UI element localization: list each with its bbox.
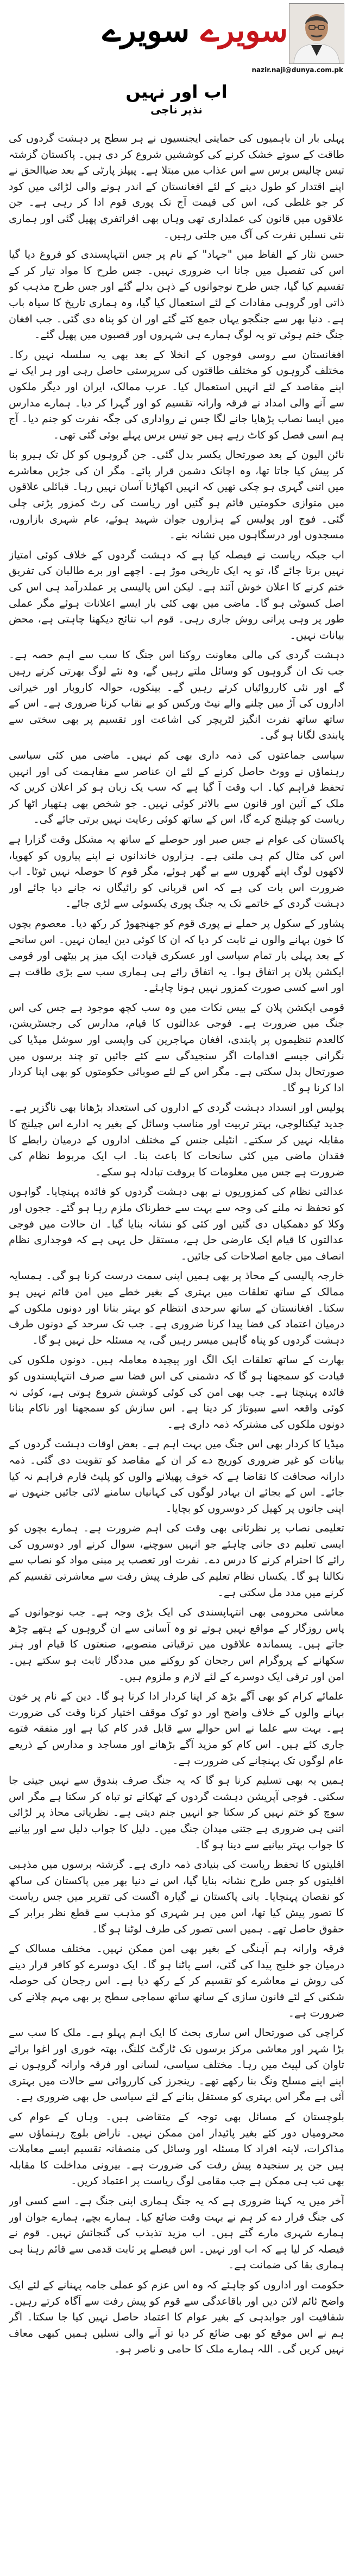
body-paragraph: آخر میں یہ کہنا ضروری ہے کہ یہ جنگ ہماری اپنی جنگ ہے۔ اسے کسی اور کی جنگ قرار دے کر ہم نے بہت وقت ضائع کیا۔ ہمارے بچے، ہمارے جوان اور ہمارے شہری مارے گئے ہیں۔ اب مزید تذبذب کی گنجائش نہیں۔ قوم نے فیصلہ کر لیا ہے کہ اب اور نہیں۔ اس فیصلے پر ثابت قدمی سے قائم رہنا ہی ہماری بقا کی ضمانت ہے۔ <box>9 2195 344 2272</box>
body-paragraph: اقلیتوں کا تحفظ ریاست کی بنیادی ذمہ داری ہے۔ گزشتہ برسوں میں مذہبی اقلیتوں کو جس طرح نشانہ بنایا گیا، اس نے دنیا بھر میں پاکستان کی ساکھ کو نقصان پہنچایا۔ بانی پاکستان نے گیارہ اگست کی تقریر میں جس ریاست کا تصور پیش کیا تھا، اس میں ہر شہری کو مذہب سے قطع نظر برابر کے حقوق حاصل تھے۔ ہمیں اسی تصور کی طرف لوٹنا ہو گا۔ <box>9 1858 344 1935</box>
author-photo <box>289 3 344 64</box>
body-paragraph: عدالتی نظام کی کمزوریوں نے بھی دہشت گردوں کو فائدہ پہنچایا۔ گواہوں کو تحفظ نہ ملنے کی وجہ سے بہت سے خطرناک ملزم رہا ہو گئے۔ ججوں اور وکلا کو دھمکیاں دی گئیں اور کئی کو نشانہ بنایا گیا۔ ان حالات میں فوجی عدالتوں کا قیام ایک عارضی حل ہے، مستقل حل یہی ہے کہ فوجداری نظام انصاف میں جامع اصلاحات کی جائیں۔ <box>9 1185 344 1262</box>
body-paragraph: دہشت گردی کی مالی معاونت روکنا اس جنگ کا سب سے اہم حصہ ہے۔ جب تک ان گروہوں کو وسائل ملتے رہیں گے، وہ نئے لوگ بھرتی کرتے رہیں گے اور نئی کارروائیاں کرتے رہیں گے۔ بینکوں، حوالہ کاروبار اور خیراتی اداروں کی آڑ میں چلنے والے نیٹ ورکس کو بے نقاب کرنا ضروری ہے۔ اس کے ساتھ ساتھ نفرت انگیز لٹریچر کی اشاعت اور تقسیم پر بھی سختی سے پابندی لگانا ہو گی۔ <box>9 648 344 742</box>
body-paragraph: فرقہ وارانہ ہم آہنگی کے بغیر بھی امن ممکن نہیں۔ مختلف مسالک کے درمیان جو خلیج پیدا کی گئی، اسے پاٹنا ہو گا۔ ایک دوسرے کو کافر قرار دینے کی روش نے معاشرے کو تقسیم کر کے رکھ دیا ہے۔ اس رجحان کی حوصلہ شکنی کے لئے قانون سازی کے ساتھ ساتھ سماجی سطح پر بھی مہم چلانے کی ضرورت ہے۔ <box>9 1942 344 2019</box>
body-paragraph: پولیس اور انسداد دہشت گردی کے اداروں کی استعداد بڑھانا بھی ناگزیر ہے۔ جدید ٹیکنالوجی، بہتر تربیت اور مناسب وسائل کے بغیر یہ ادارے اس چیلنج کا مقابلہ نہیں کر سکتے۔ انٹیلی جنس کے مختلف اداروں کے درمیان رابطے کا فقدان ماضی میں کئی سانحات کا باعث بنا۔ اب ایک مربوط نظام کی ضرورت ہے جس میں معلومات کا بروقت تبادلہ ہو سکے۔ <box>9 1101 344 1178</box>
body-paragraph: پہلی بار ان باہمیوں کی حمایتی ایجنسیوں نے ہر سطح پر دہشت گردوں کی طاقت کے سوتے خشک کرنے کی کوششیں شروع کر دی ہیں۔ پاکستان گزشتہ تیس چالیس برس سے اس عذاب میں مبتلا ہے۔ پیپلز پارٹی کے بعد ضیاالحق نے اپنے اقتدار کو طول دینے کے لئے افغانستان کے اندر ہونے والی لڑائی میں کود کر جو غلطی کی، اس کی قیمت آج تک پوری قوم ادا کر رہی ہے۔ جن علاقوں میں قانون کی عملداری تھی وہاں بھی افراتفری پھیل گئی اور ہماری نئی نسلیں نفرت کی آگ میں جلتی رہیں۔ <box>9 132 344 241</box>
body-paragraph: معاشی محرومی بھی انتہاپسندی کی ایک بڑی وجہ ہے۔ جب نوجوانوں کے پاس روزگار کے مواقع نہیں ہوتے تو وہ آسانی سے ان گروہوں کے ہتھے چڑھ جاتے ہیں۔ پسماندہ علاقوں میں ترقیاتی منصوبے، صنعتوں کا قیام اور ہنر سکھانے کے پروگرام اس رجحان کو روکنے میں مددگار ثابت ہو سکتے ہیں۔ امن اور ترقی ایک دوسرے کے لئے لازم و ملزوم ہیں۔ <box>9 1606 344 1683</box>
body-paragraph: علمائے کرام کو بھی آگے بڑھ کر اپنا کردار ادا کرنا ہو گا۔ دین کے نام پر خون بہانے والوں کے خلاف واضح اور دو ٹوک موقف اختیار کرنا وقت کی ضرورت ہے۔ بہت سے علما نے اس حوالے سے قابل قدر کام کیا ہے اور متفقہ فتوے جاری کئے ہیں۔ اس کام کو مزید آگے بڑھانے اور مساجد و مدارس کے ذریعے عام لوگوں تک پہنچانے کی ضرورت ہے۔ <box>9 1690 344 1767</box>
body-paragraph: پشاور کے سکول پر حملے نے پوری قوم کو جھنجھوڑ کر رکھ دیا۔ معصوم بچوں کا خون بہانے والوں نے ثابت کر دیا کہ ان کا کوئی دین ایمان نہیں۔ اس سانحے کے بعد پہلی بار تمام سیاسی اور عسکری قیادت ایک میز پر بیٹھی اور قومی ایکشن پلان پر اتفاق ہوا۔ یہ اتفاق رائے ہی ہماری سب سے بڑی طاقت ہے اور اسے کسی صورت کمزور نہیں ہونا چاہئے۔ <box>9 917 344 994</box>
body-paragraph: نائن الیون کے بعد صورتحال یکسر بدل گئی۔ جن گروہوں کو کل تک ہیرو بنا کر پیش کیا جاتا تھا، وہ اچانک دشمن قرار پائے۔ مگر ان کی جڑیں معاشرے میں اتنی گہری ہو چکی تھیں کہ انہیں اکھاڑنا آسان نہیں رہا۔ قبائلی علاقوں میں متوازی حکومتیں قائم ہو گئیں اور ریاست کی رٹ کمزور پڑتی چلی گئی۔ فوج اور پولیس کے ہزاروں جوان شہید ہوئے، عام شہری بازاروں، مسجدوں اور درسگاہوں میں نشانہ بنے۔ <box>9 448 344 542</box>
column-body <box>9 130 344 2567</box>
body-paragraph: تعلیمی نصاب پر نظرثانی بھی وقت کی اہم ضرورت ہے۔ ہمارے بچوں کو ایسی تعلیم دی جانی چاہئے جو انہیں سوچنے، سوال کرنے اور دوسروں کی رائے کا احترام کرنے کا درس دے۔ نفرت اور تعصب پر مبنی مواد کو نصاب سے نکالنا ہو گا۔ یکساں نظام تعلیم کی طرف پیش رفت سے معاشرتی تقسیم کم کرنے میں مدد مل سکتی ہے۔ <box>9 1522 344 1599</box>
body-paragraph: قومی ایکشن پلان کے بیس نکات میں وہ سب کچھ موجود ہے جس کی اس جنگ میں ضرورت ہے۔ فوجی عدالتوں کا قیام، مدارس کی رجسٹریشن، کالعدم تنظیموں پر پابندی، افغان مہاجرین کی واپسی اور سوشل میڈیا کی نگرانی جیسے اقدامات اگر سنجیدگی سے کئے جائیں تو چند برسوں میں صورتحال بدل سکتی ہے۔ مگر اس کے لئے صوبائی حکومتوں کو بھی اپنا کردار ادا کرنا ہو گا۔ <box>9 1001 344 1094</box>
body-paragraph: خارجہ پالیسی کے محاذ پر بھی ہمیں اپنی سمت درست کرنا ہو گی۔ ہمسایہ ممالک کے ساتھ تعلقات میں بہتری کے بغیر خطے میں امن قائم نہیں ہو سکتا۔ افغانستان کے ساتھ سرحدی انتظام کو بہتر بنانا اور دونوں ملکوں کے درمیان اعتماد کی فضا پیدا کرنا ضروری ہے۔ جب تک سرحد کے دونوں طرف دہشت گردوں کو پناہ گاہیں میسر رہیں گی، یہ مسئلہ حل نہیں ہو گا۔ <box>9 1269 344 1346</box>
author-email: nazir.naji@dunya.com.pk <box>251 66 343 74</box>
body-paragraph: بلوچستان کے مسائل بھی توجہ کے متقاضی ہیں۔ وہاں کے عوام کی محرومیاں دور کئے بغیر پائیدار امن ممکن نہیں۔ ناراض بلوچ رہنماؤں سے مذاکرات، لاپتہ افراد کا مسئلہ اور وسائل کی منصفانہ تقسیم ایسے معاملات ہیں جن پر سنجیدہ پیش رفت کی ضرورت ہے۔ بیرونی مداخلت کا مقابلہ بھی تب ہی ممکن ہے جب مقامی لوگ ریاست پر اعتماد کریں۔ <box>9 2110 344 2187</box>
author-portrait-icon <box>289 4 344 63</box>
body-paragraph: بھارت کے ساتھ تعلقات ایک الگ اور پیچیدہ معاملہ ہیں۔ دونوں ملکوں کی قیادت کو سمجھنا ہو گا کہ دشمنی کی اس فضا سے صرف انتہاپسندوں کو فائدہ پہنچتا ہے۔ جب بھی امن کی کوئی کوشش شروع ہوتی ہے، کوئی نہ کوئی واقعہ اسے سبوتاژ کر دیتا ہے۔ اس سازش کو سمجھنا اور ناکام بنانا دونوں ملکوں کی مشترکہ ذمہ داری ہے۔ <box>9 1353 344 1430</box>
logo-text-black: سویرے <box>102 11 190 49</box>
logo-text <box>102 11 288 49</box>
column-logo <box>60 4 288 56</box>
column-title: اب اور نہیں <box>125 81 228 102</box>
body-paragraph: افغانستان سے روسی فوجوں کے انخلا کے بعد بھی یہ سلسلہ نہیں رکا۔ مختلف گروہوں کو مختلف طاقتوں کی سرپرستی حاصل رہی اور ہر ایک نے اپنے مقاصد کے لئے انہیں استعمال کیا۔ عرب ممالک، ایران اور دیگر ملکوں سے آنے والی امداد نے فرقہ وارانہ تقسیم کو اور گہرا کر دیا۔ ہمارے مدارس میں ایسا نصاب پڑھایا جانے لگا جس نے رواداری کی جگہ نفرت کو جنم دیا۔ آج ہم اسی فصل کو کاٹ رہے ہیں جو تیس برس پہلے بوئی گئی تھی۔ <box>9 348 344 441</box>
body-paragraph: حسن نثار کے الفاظ میں "جہاد" کے نام پر جس انتہاپسندی کو فروغ دیا گیا اس کی تفصیل میں جانا اب ضروری نہیں۔ جس طرح کا مواد تیار کر کے تقسیم کیا گیا، جس طرح نوجوانوں کے ذہن بدلے گئے اور جس طرح مذہب کو ذاتی اور گروہی مفادات کے لئے استعمال کیا گیا، وہ ہماری تاریخ کا سیاہ باب ہے۔ دنیا بھر سے جنگجو یہاں جمع کئے گئے اور ان کو پناہ دی گئی۔ جب افغان جنگ ختم ہوئی تو یہ لوگ ہمارے ہی شہروں اور قصبوں میں پھیل گئے۔ <box>9 248 344 341</box>
body-paragraph: سیاسی جماعتوں کی ذمہ داری بھی کم نہیں۔ ماضی میں کئی سیاسی رہنماؤں نے ووٹ حاصل کرنے کے لئے ان عناصر سے مفاہمت کی اور انہیں تحفظ فراہم کیا۔ اب وقت آ گیا ہے کہ سب یک زبان ہو کر اعلان کریں کہ ملک کے آئین اور قانون سے بالاتر کوئی نہیں۔ جو شخص بھی ہتھیار اٹھا کر ریاست کو چیلنج کرے گا، اس کے ساتھ کوئی رعایت نہیں برتی جائے گی۔ <box>9 748 344 826</box>
body-paragraph: میڈیا کا کردار بھی اس جنگ میں بہت اہم ہے۔ بعض اوقات دہشت گردوں کے بیانات کو غیر ضروری کوریج دے کر ان کے مقاصد کو تقویت دی گئی۔ ذمہ دارانہ صحافت کا تقاضا ہے کہ خوف پھیلانے والوں کو پلیٹ فارم فراہم نہ کیا جائے۔ اس کے بجائے ان بہادر لوگوں کی کہانیاں سامنے لائی جائیں جنہوں نے اپنی جانوں پر کھیل کر دوسروں کو بچایا۔ <box>9 1438 344 1515</box>
body-paragraph: اب جبکہ ریاست نے فیصلہ کیا ہے کہ دہشت گردوں کے خلاف کوئی امتیاز نہیں برتا جائے گا، تو یہ ایک تاریخی موڑ ہے۔ اچھے اور برے طالبان کی تفریق ختم کرنے کا اعلان خوش آئند ہے۔ لیکن اس پالیسی پر عملدرآمد ہی اس کی اصل کسوٹی ہو گا۔ ماضی میں بھی کئی بار ایسے اعلانات ہوئے مگر عملی طور پر وہی پرانی روش جاری رہی۔ قوم اب نتائج دیکھنا چاہتی ہے، محض بیانات نہیں۔ <box>9 548 344 641</box>
logo-text-red: سویرے <box>200 11 288 49</box>
body-paragraph: ہمیں یہ بھی تسلیم کرنا ہو گا کہ یہ جنگ صرف بندوق سے نہیں جیتی جا سکتی۔ فوجی آپریشن دہشت گردوں کے ٹھکانے تو تباہ کر سکتا ہے مگر اس سوچ کو ختم نہیں کر سکتا جو انہیں جنم دیتی ہے۔ نظریاتی محاذ پر لڑائی اتنی ہی ضروری ہے جتنی میدان جنگ میں۔ دلیل کا جواب دلیل سے اور بیانیے کا جواب بہتر بیانیے سے دینا ہو گا۔ <box>9 1774 344 1851</box>
author-name: نذیر ناجی <box>150 103 203 116</box>
body-paragraph: کراچی کی صورتحال اس ساری بحث کا ایک اہم پہلو ہے۔ ملک کا سب سے بڑا شہر اور معاشی مرکز برسوں تک ٹارگٹ کلنگ، بھتہ خوری اور اغوا برائے تاوان کی لپیٹ میں رہا۔ مختلف سیاسی، لسانی اور فرقہ وارانہ گروہوں نے اپنے اپنے مسلح ونگ بنا رکھے تھے۔ رینجرز کی کارروائی سے حالات میں بہتری آئی ہے مگر اس بہتری کو مستقل بنانے کے لئے سیاسی حل بھی ضروری ہے۔ <box>9 2026 344 2103</box>
body-paragraph: حکومت اور اداروں کو چاہئے کہ وہ اس عزم کو عملی جامہ پہنانے کے لئے ایک واضح ٹائم لائن دیں اور باقاعدگی سے قوم کو پیش رفت سے آگاہ کرتے رہیں۔ شفافیت اور جوابدہی کے بغیر عوام کا اعتماد حاصل نہیں کیا جا سکتا۔ اگر ہم نے اس موقع کو بھی ضائع کر دیا تو آنے والی نسلیں ہمیں کبھی معاف نہیں کریں گی۔ اللہ ہمارے ملک کا حامی و ناصر ہو۔ <box>9 2279 344 2356</box>
body-paragraph: پاکستان کی عوام نے جس صبر اور حوصلے کے ساتھ یہ مشکل وقت گزارا ہے اس کی مثال کم ہی ملتی ہے۔ ہزاروں خاندانوں نے اپنے پیاروں کو کھویا، لاکھوں لوگ اپنے گھروں سے بے گھر ہوئے، مگر قوم کا حوصلہ نہیں ٹوٹا۔ اب ضرورت اس بات کی ہے کہ اس قربانی کو رائیگاں نہ جانے دیا جائے اور دہشت گردی کے خاتمے تک یہ جنگ پوری یکسوئی سے لڑی جائے۔ <box>9 832 344 910</box>
column-header <box>0 0 353 116</box>
